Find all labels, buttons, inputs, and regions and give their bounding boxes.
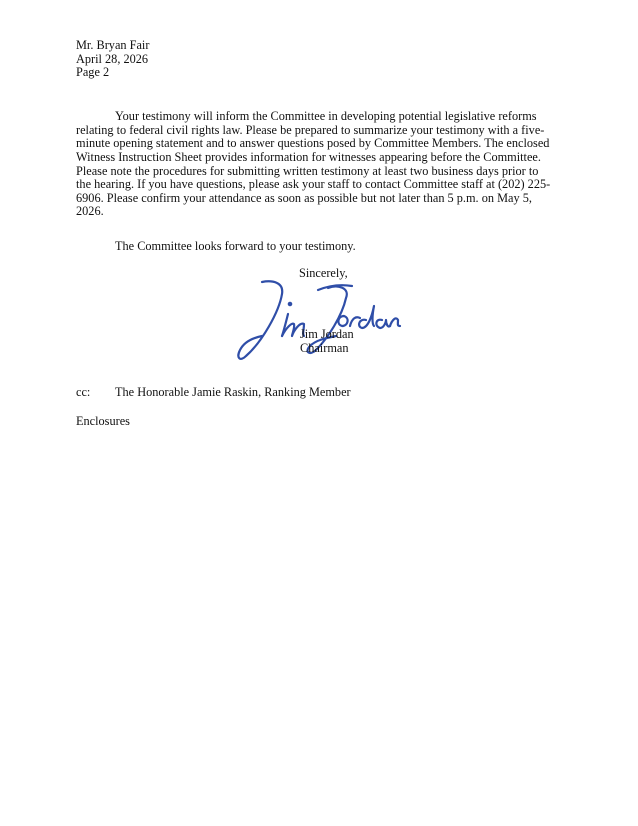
- body-line: minute opening statement and to answer questions posed by Committee Members. The enclosed: [76, 136, 550, 151]
- body-line: 6906. Please confirm your attendance as soon as possible but not later than 5 p.m. on May 5,: [76, 190, 532, 205]
- body-line: Witness Instruction Sheet provides information for witnesses appearing before the Committee.: [76, 149, 541, 164]
- letter-date: April 28, 2026: [76, 51, 149, 66]
- closing-line: The Committee looks forward to your testimony.: [115, 239, 356, 253]
- page-number: Page 2: [76, 65, 110, 80]
- recipient-name: Mr. Bryan Fair: [76, 38, 150, 52]
- body-line: Please note the procedures for submitting written testimony at least two business days prior to: [76, 163, 539, 178]
- signer-name: Jim Jordan: [300, 327, 354, 341]
- valediction: Sincerely,: [299, 266, 348, 280]
- signer-title: Chairman: [300, 341, 349, 355]
- body-line: the hearing. If you have questions, please ask your staff to contact Committee staff at (202) 225-: [76, 177, 551, 192]
- body-line: relating to federal civil rights law. Please be prepared to summarize your testimony with a five-: [76, 122, 545, 137]
- cc-recipient: The Honorable Jamie Raskin, Ranking Member: [115, 385, 351, 399]
- body-line: 2026.: [76, 204, 104, 219]
- letter-header: [76, 39, 149, 80]
- cc-label: cc:: [76, 385, 91, 399]
- body-line: Your testimony will inform the Committee in developing potential legislative reforms: [115, 109, 537, 123]
- enclosures-label: Enclosures: [76, 414, 130, 428]
- body-paragraph: [76, 110, 554, 219]
